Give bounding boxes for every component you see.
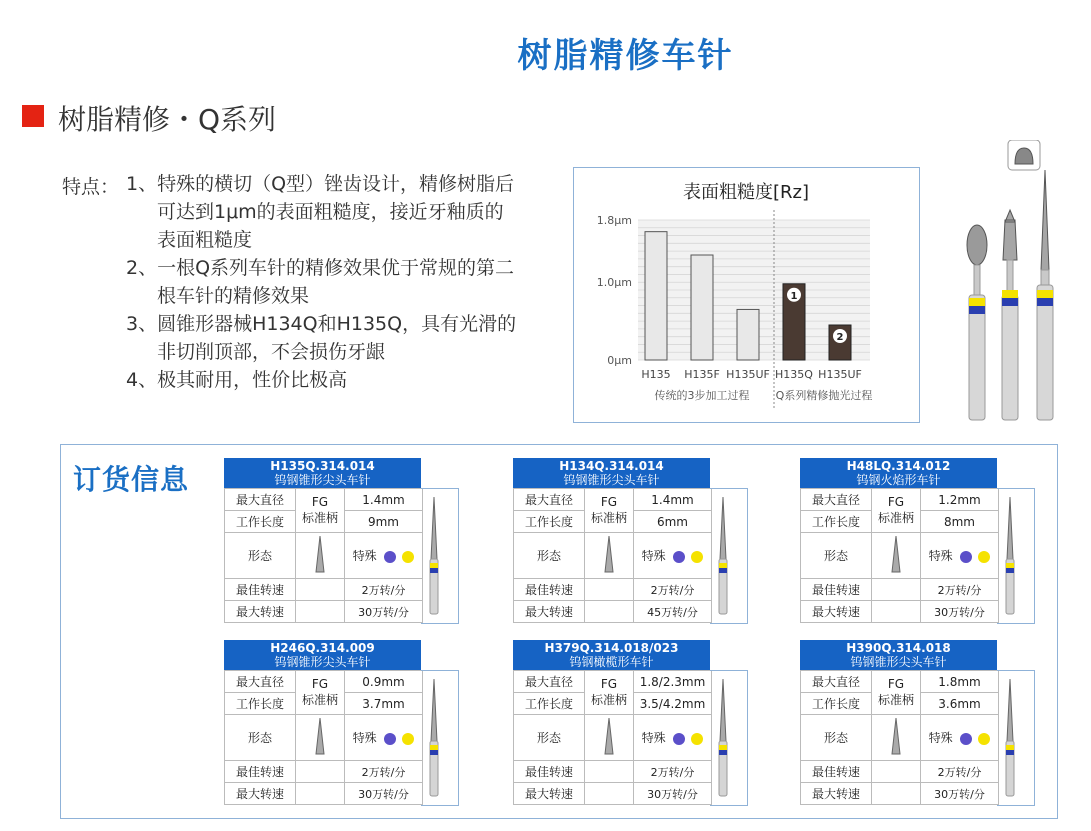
- blue-dot-icon: [384, 733, 396, 745]
- blue-dot-icon: [384, 551, 396, 563]
- feature-line: 根车针的精修效果: [157, 285, 310, 307]
- roughness-chart: [573, 167, 920, 423]
- label-best-speed: 最佳转速: [225, 761, 296, 783]
- shank-std: 标准柄: [590, 511, 627, 525]
- bur-shape-icon: [889, 716, 903, 756]
- shape-image: [296, 715, 345, 761]
- feature-line: 3、圆锥形器械H134Q和H135Q，具有光滑的: [126, 313, 517, 335]
- shank-type: [296, 489, 345, 533]
- shank-fg: FG: [311, 495, 329, 509]
- bur-shape-icon: [889, 534, 903, 574]
- y-tick-label: 1.0μm: [596, 276, 632, 290]
- value-work-len: 8mm: [921, 511, 999, 533]
- product-code: H246Q.314.009: [270, 641, 375, 655]
- yellow-dot-icon: [691, 551, 703, 563]
- special-cell: [921, 533, 999, 579]
- section-title: 树脂精修・Q系列: [58, 103, 277, 136]
- label-shape: 形态: [801, 715, 872, 761]
- label-work-len: 工作长度: [514, 693, 585, 715]
- special-cell: [345, 533, 423, 579]
- y-tick-label: 1.8μm: [596, 214, 632, 227]
- value-best-speed: 2万转/分: [634, 761, 712, 783]
- spec-table: [800, 670, 999, 805]
- shank-type: [872, 671, 921, 715]
- bur-shape-icon: [313, 716, 327, 756]
- label-shape: 形态: [225, 715, 296, 761]
- value-work-len: 6mm: [634, 511, 712, 533]
- product-card: [513, 458, 728, 624]
- shape-image: [585, 715, 634, 761]
- product-name: 钨钢锥形尖头车针: [563, 473, 660, 487]
- bar-marker-label: 2: [836, 332, 844, 343]
- label-special: 特殊: [928, 549, 953, 563]
- yellow-dot-icon: [402, 733, 414, 745]
- product-code: H390Q.314.018: [846, 641, 951, 655]
- shank-fg: FG: [600, 495, 618, 509]
- value-max-speed: 30万转/分: [634, 783, 712, 805]
- y-tick-label: 0μm: [607, 354, 632, 367]
- label-work-len: 工作长度: [225, 511, 296, 533]
- chart-title: 表面粗糙度[Rz]: [683, 182, 809, 203]
- product-name: 钨钢锥形尖头车针: [850, 655, 947, 669]
- bur-icon: [421, 489, 457, 623]
- product-name: 钨钢锥形尖头车针: [274, 473, 371, 487]
- label-max-speed: 最大转速: [514, 783, 585, 805]
- bur-side-image: [997, 670, 1035, 806]
- product-card: [800, 640, 1015, 806]
- value-max-speed: 45万转/分: [634, 601, 712, 623]
- bar: [691, 255, 713, 360]
- bur-head-oval: [967, 225, 987, 265]
- shank-std: 标准柄: [877, 511, 914, 525]
- feature-line: 4、极其耐用，性价比极高: [126, 369, 348, 391]
- features-label: 特点：: [62, 176, 120, 198]
- group-label: Q系列精修抛光过程: [775, 389, 873, 402]
- special-cell: [634, 533, 712, 579]
- feature-line: 表面粗糙度: [157, 229, 253, 251]
- blue-dot-icon: [673, 551, 685, 563]
- bur-head-flame: [1003, 210, 1017, 260]
- value-max-dia: 1.8mm: [921, 671, 999, 693]
- value-max-speed: 30万转/分: [345, 601, 423, 623]
- label-max-dia: 最大直径: [514, 671, 585, 693]
- label-best-speed: 最佳转速: [514, 761, 585, 783]
- shape-image: [872, 715, 921, 761]
- shank-type: [585, 489, 634, 533]
- product-card: [224, 640, 439, 806]
- bur-icon: [421, 671, 457, 805]
- spec-table: [224, 670, 423, 805]
- special-cell: [921, 715, 999, 761]
- yellow-dot-icon: [691, 733, 703, 745]
- x-tick-label: H135: [641, 368, 671, 381]
- spec-table: [513, 670, 712, 805]
- label-max-dia: 最大直径: [514, 489, 585, 511]
- value-work-len: 3.5/4.2mm: [634, 693, 712, 715]
- bur-side-image: [421, 488, 459, 624]
- value-max-speed: 30万转/分: [345, 783, 423, 805]
- label-max-dia: 最大直径: [801, 489, 872, 511]
- bur-icon: [997, 671, 1033, 805]
- x-tick-label: H135Q: [775, 368, 813, 381]
- value-max-dia: 0.9mm: [345, 671, 423, 693]
- card-header: [224, 640, 421, 670]
- bur-icon: [710, 671, 746, 805]
- label-special: 特殊: [352, 549, 377, 563]
- yellow-dot-icon: [978, 733, 990, 745]
- label-work-len: 工作长度: [225, 693, 296, 715]
- label-best-speed: 最佳转速: [225, 579, 296, 601]
- product-name: 钨钢锥形尖头车针: [274, 655, 371, 669]
- value-work-len: 9mm: [345, 511, 423, 533]
- shank-fg: FG: [311, 677, 329, 691]
- shank-type: [296, 671, 345, 715]
- card-header: [513, 640, 710, 670]
- shank-fg: FG: [887, 677, 905, 691]
- product-code: H48LQ.314.012: [846, 459, 951, 473]
- shank-type: [585, 671, 634, 715]
- blue-dot-icon: [960, 733, 972, 745]
- value-max-dia: 1.8/2.3mm: [634, 671, 712, 693]
- blue-dot-icon: [960, 551, 972, 563]
- value-work-len: 3.7mm: [345, 693, 423, 715]
- feature-line: 非切削顶部，不会损伤牙龈: [157, 341, 386, 363]
- card-header: [224, 458, 421, 488]
- label-work-len: 工作长度: [514, 511, 585, 533]
- group-label: 传统的3步加工过程: [654, 389, 750, 402]
- shank-std: 标准柄: [877, 693, 914, 707]
- shape-image: [296, 533, 345, 579]
- bur-shape-icon: [602, 716, 616, 756]
- label-max-dia: 最大直径: [801, 671, 872, 693]
- shank-fg: FG: [887, 495, 905, 509]
- blue-dot-icon: [673, 733, 685, 745]
- label-max-speed: 最大转速: [801, 783, 872, 805]
- bur-side-image: [997, 488, 1035, 624]
- section-marker: [22, 105, 44, 127]
- product-card: [513, 640, 728, 806]
- spec-table: [800, 488, 999, 623]
- shape-image: [585, 533, 634, 579]
- bar: [737, 309, 759, 360]
- label-best-speed: 最佳转速: [801, 761, 872, 783]
- label-special: 特殊: [641, 549, 666, 563]
- value-best-speed: 2万转/分: [345, 579, 423, 601]
- label-max-dia: 最大直径: [225, 489, 296, 511]
- label-special: 特殊: [352, 731, 377, 745]
- bar-marker-label: 1: [790, 290, 798, 302]
- value-max-speed: 30万转/分: [921, 783, 999, 805]
- card-header: [513, 458, 710, 488]
- label-work-len: 工作长度: [801, 693, 872, 715]
- label-shape: 形态: [514, 715, 585, 761]
- bur-side-image: [710, 670, 748, 806]
- product-name: 钨钢火焰形车针: [856, 473, 941, 487]
- card-header: [800, 640, 997, 670]
- order-title: 订货信息: [73, 463, 190, 496]
- bur-shape-icon: [602, 534, 616, 574]
- value-max-dia: 1.2mm: [921, 489, 999, 511]
- label-best-speed: 最佳转速: [801, 579, 872, 601]
- label-max-dia: 最大直径: [225, 671, 296, 693]
- label-max-speed: 最大转速: [801, 601, 872, 623]
- product-name: 钨钢橄榄形车针: [569, 655, 654, 669]
- product-code: H134Q.314.014: [559, 459, 664, 473]
- shape-image: [872, 533, 921, 579]
- x-tick-label: H135UF: [726, 368, 770, 381]
- label-special: 特殊: [928, 731, 953, 745]
- label-special: 特殊: [641, 731, 666, 745]
- shank-std: 标准柄: [590, 693, 627, 707]
- product-card: [224, 458, 439, 624]
- card-header: [800, 458, 997, 488]
- bur-icon: [710, 489, 746, 623]
- value-max-speed: 30万转/分: [921, 601, 999, 623]
- bur-side-image: [710, 488, 748, 624]
- shank-std: 标准柄: [301, 693, 338, 707]
- value-max-dia: 1.4mm: [634, 489, 712, 511]
- feature-line: 可达到1μm的表面粗糙度，接近牙釉质的: [157, 201, 504, 223]
- label-shape: 形态: [225, 533, 296, 579]
- label-max-speed: 最大转速: [225, 783, 296, 805]
- label-max-speed: 最大转速: [514, 601, 585, 623]
- bar: [645, 232, 667, 360]
- value-best-speed: 2万转/分: [921, 761, 999, 783]
- value-best-speed: 2万转/分: [634, 579, 712, 601]
- shank-fg: FG: [600, 677, 618, 691]
- special-cell: [345, 715, 423, 761]
- x-tick-label: H135UF: [818, 368, 862, 381]
- yellow-dot-icon: [402, 551, 414, 563]
- value-best-speed: 2万转/分: [921, 579, 999, 601]
- value-max-dia: 1.4mm: [345, 489, 423, 511]
- product-code: H135Q.314.014: [270, 459, 375, 473]
- label-max-speed: 最大转速: [225, 601, 296, 623]
- bur-shape-icon: [313, 534, 327, 574]
- special-cell: [634, 715, 712, 761]
- label-shape: 形态: [801, 533, 872, 579]
- page-title: 树脂精修车针: [517, 36, 734, 76]
- label-shape: 形态: [514, 533, 585, 579]
- feature-line: 1、特殊的横切（Q型）锉齿设计，精修树脂后: [126, 173, 515, 195]
- product-burs-image: [945, 140, 1065, 430]
- feature-line: 2、一根Q系列车针的精修效果优于常规的第二: [126, 257, 515, 279]
- label-best-speed: 最佳转速: [514, 579, 585, 601]
- spec-table: [224, 488, 423, 623]
- chart-canvas: [574, 168, 919, 422]
- value-best-speed: 2万转/分: [345, 761, 423, 783]
- spec-table: [513, 488, 712, 623]
- shank-std: 标准柄: [301, 511, 338, 525]
- shank-type: [872, 489, 921, 533]
- product-card: [800, 458, 1015, 624]
- bur-side-image: [421, 670, 459, 806]
- yellow-dot-icon: [978, 551, 990, 563]
- bur-head-needle: [1041, 170, 1049, 270]
- label-work-len: 工作长度: [801, 511, 872, 533]
- bur-icon: [997, 489, 1033, 623]
- product-code: H379Q.314.018/023: [544, 641, 679, 655]
- x-tick-label: H135F: [684, 368, 720, 381]
- value-work-len: 3.6mm: [921, 693, 999, 715]
